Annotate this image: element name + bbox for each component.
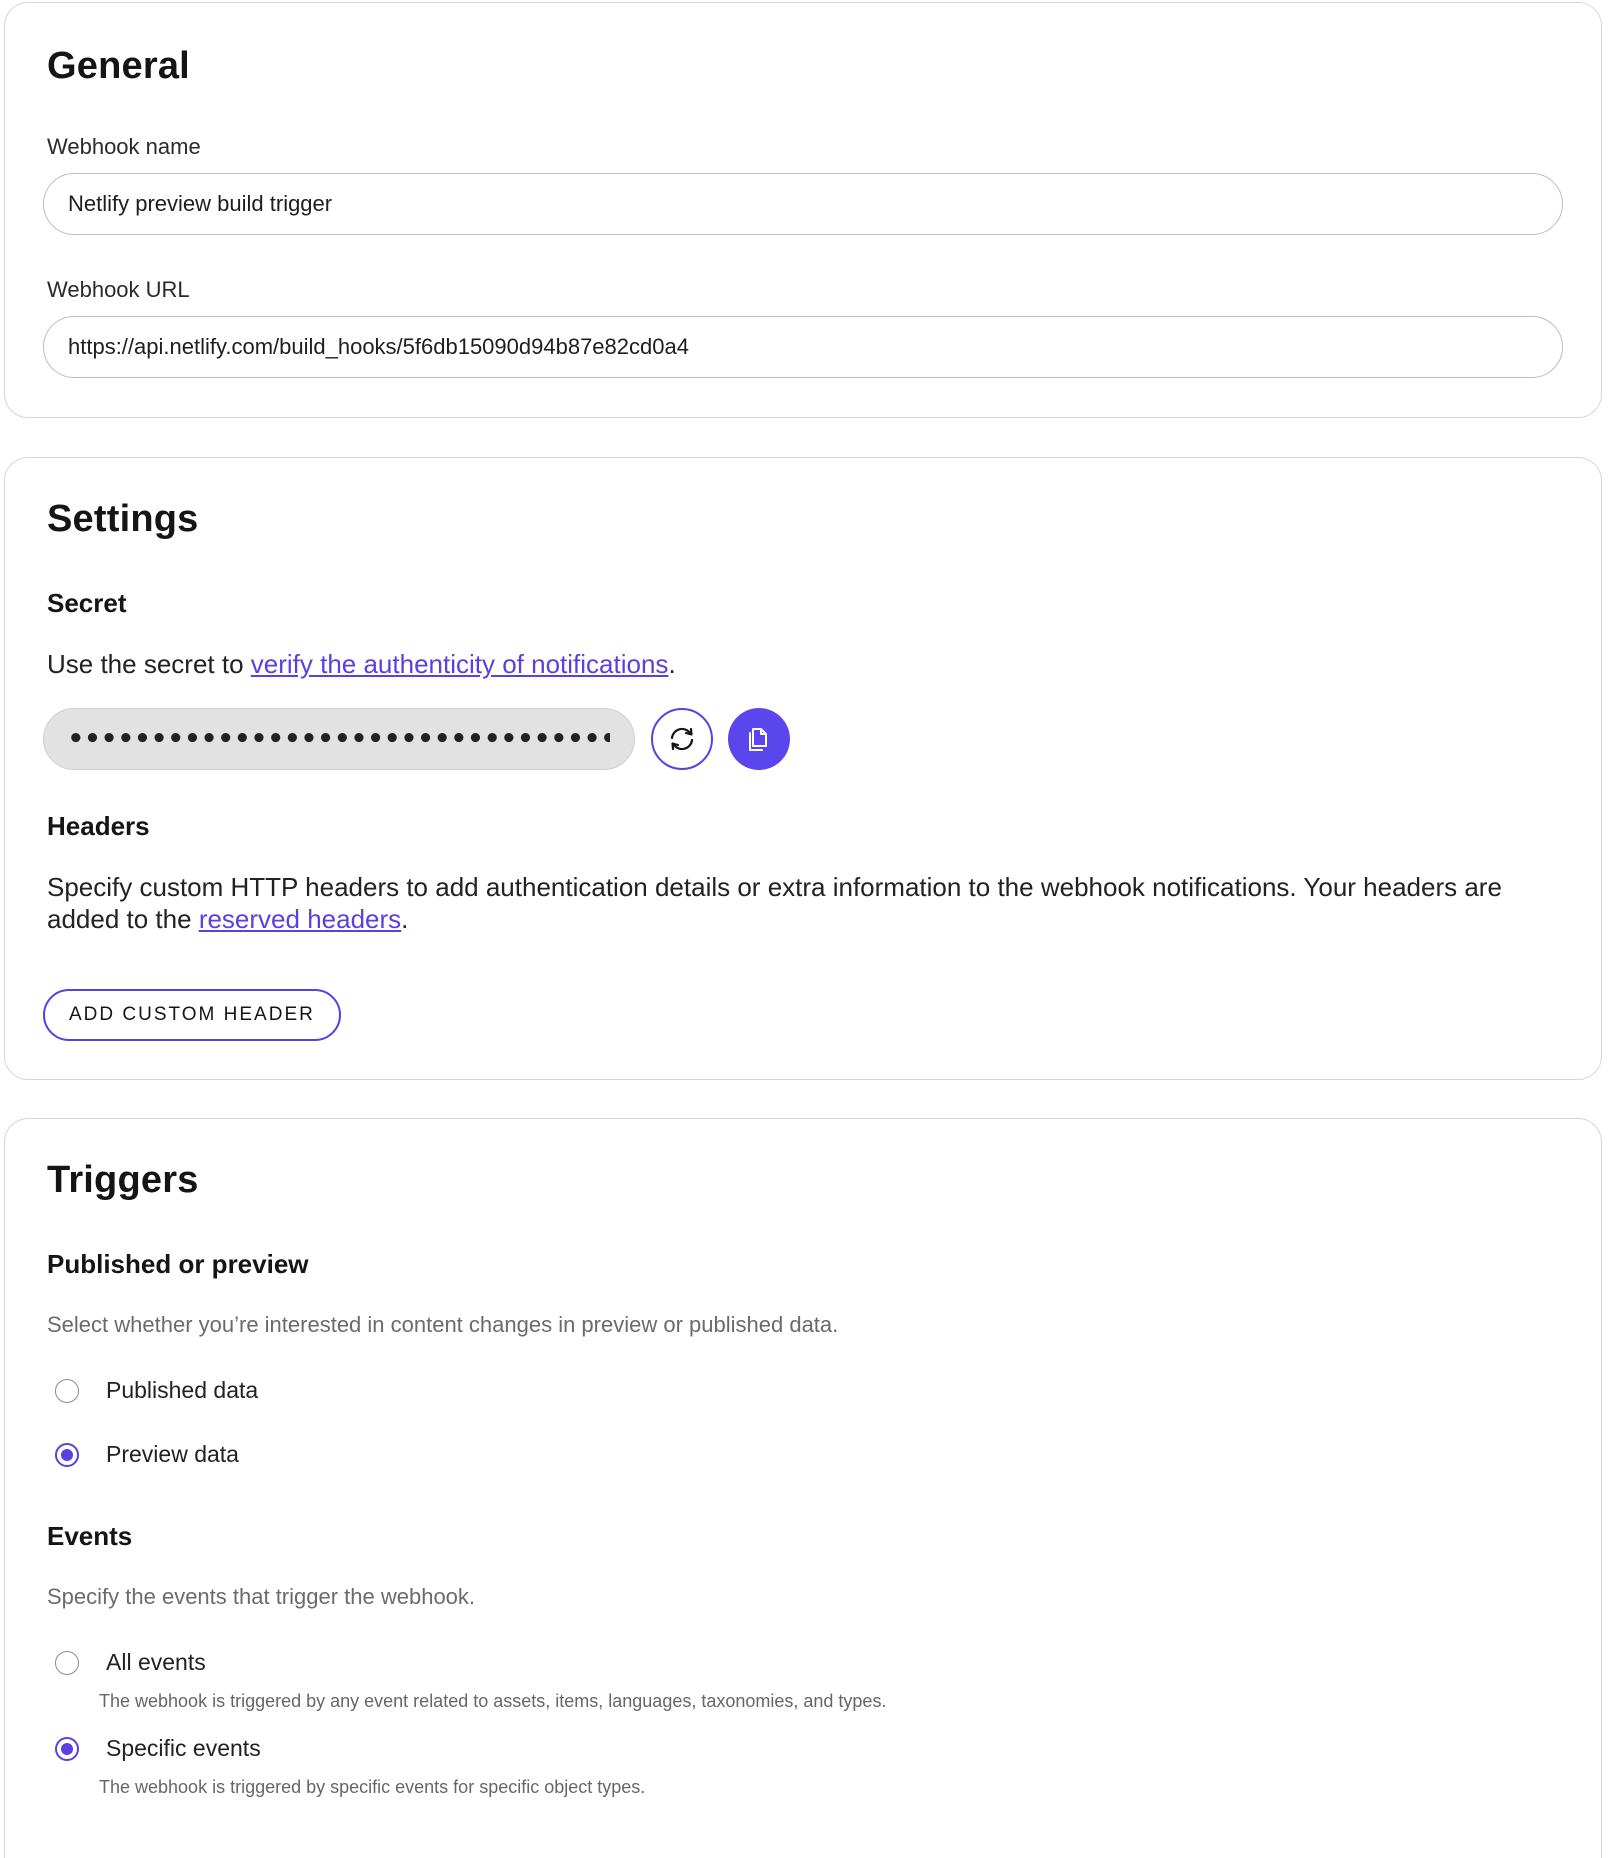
radio-all-events-circle[interactable] (55, 1651, 79, 1675)
secret-heading: Secret (47, 588, 127, 618)
triggers-card (4, 1118, 1602, 1858)
secret-field[interactable] (43, 708, 635, 770)
radio-preview-data[interactable] (55, 1441, 239, 1468)
radio-published-data-label: Published data (106, 1377, 259, 1403)
radio-preview-data-label: Preview data (106, 1441, 239, 1467)
radio-all-events-label: All events (106, 1649, 206, 1675)
secret-description-text: Use the secret to (47, 649, 251, 679)
published-or-preview-description: Select whether you’re interested in content changes in preview or published data. (47, 1312, 839, 1337)
secret-description (47, 648, 676, 680)
general-title: General (47, 45, 190, 87)
reserved-headers-link[interactable]: reserved headers (198, 904, 402, 934)
secret-description-end: . (668, 649, 676, 679)
all-events-help: The webhook is triggered by any event related to assets, items, languages, taxonomies, and types. (99, 1691, 887, 1711)
copy-icon (744, 724, 774, 754)
radio-specific-events[interactable] (55, 1735, 261, 1762)
webhook-name-label: Webhook name (47, 134, 201, 159)
headers-heading: Headers (47, 811, 150, 841)
events-heading: Events (47, 1521, 133, 1551)
copy-secret-button[interactable] (728, 708, 790, 770)
radio-specific-events-label: Specific events (106, 1735, 261, 1761)
settings-title: Settings (47, 498, 199, 540)
radio-all-events[interactable] (55, 1649, 206, 1676)
specific-events-help: The webhook is triggered by specific events for specific object types. (99, 1777, 646, 1797)
events-description: Specify the events that trigger the webhook. (47, 1584, 476, 1609)
verify-authenticity-link[interactable]: verify the authenticity of notifications (250, 649, 669, 679)
radio-published-data-circle[interactable] (55, 1379, 79, 1403)
webhook-url-input[interactable] (43, 316, 1563, 378)
headers-description (47, 871, 1567, 935)
refresh-icon (666, 723, 698, 755)
radio-preview-data-circle[interactable] (55, 1443, 79, 1467)
settings-card (4, 457, 1602, 1080)
general-card (4, 2, 1602, 418)
radio-published-data[interactable] (55, 1377, 258, 1404)
published-or-preview-heading: Published or preview (47, 1249, 309, 1279)
headers-description-text: Specify custom HTTP headers to add authentication details or extra information to the webhook notifications. Your headers are added to the (47, 872, 1502, 934)
regenerate-secret-button[interactable] (651, 708, 713, 770)
webhook-name-input[interactable] (43, 173, 1563, 235)
webhook-url-label: Webhook URL (47, 277, 190, 302)
headers-description-end: . (401, 904, 409, 934)
radio-specific-events-circle[interactable] (55, 1737, 79, 1761)
triggers-title: Triggers (47, 1159, 199, 1201)
add-custom-header-button[interactable]: ADD CUSTOM HEADER (43, 989, 341, 1041)
